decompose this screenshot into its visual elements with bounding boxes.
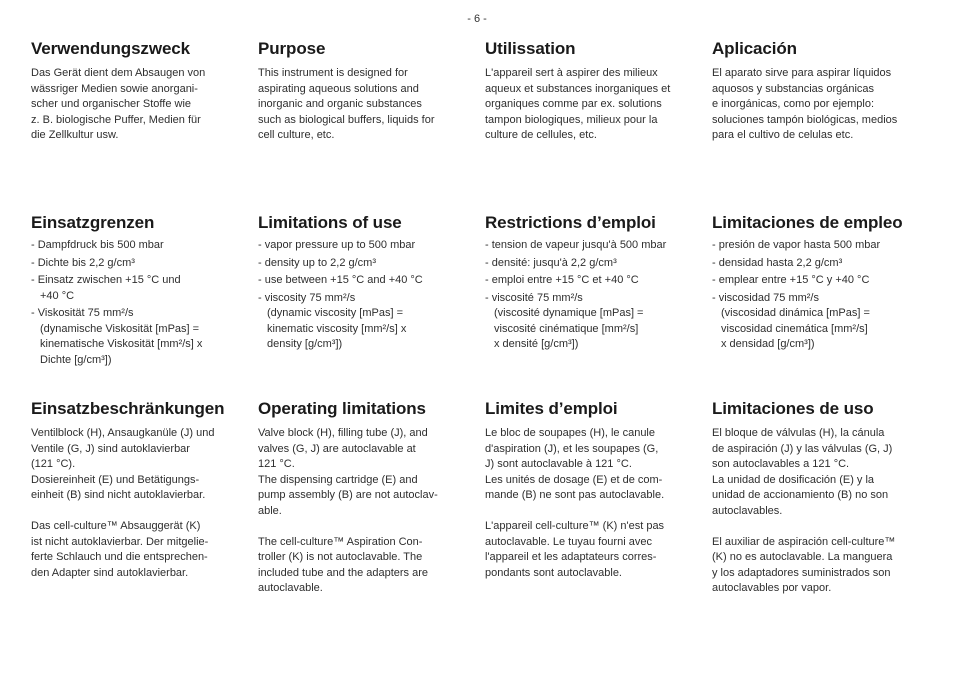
section-text: Le bloc de soupapes (H), le canule d'aspiration (J), et les soupapes (G, J) sont autoclavable à 121 °C. Les unités de dosage (E) et de com- mande (B) ne sont pas autoclavable. L'appareil cell-culture™ (K) n'est pas autoclavable. Le tuyau fourni avec l'appareil et les adaptateurs corres- pondants sont autoclavable. [485,427,665,579]
section-title: Purpose [258,39,326,58]
limits-list [485,238,699,353]
section-title: Verwendungszweck [31,39,191,58]
list-item: - viscosité 75 mm²/s (viscosité dynamique [mPas] = viscosité cinématique [mm²/s] x densité [g/cm³]) [485,291,699,353]
operating-section-en [258,398,472,597]
list-item: - tension de vapeur jusqu'à 500 mbar [485,238,699,254]
list-item: - emploi entre +15 °C et +40 °C [485,273,699,289]
section-text: This instrument is designed for aspirating aqueous solutions and inorganic and organic substances such as biological buffers, liquids for cell culture, etc. [258,67,435,141]
list-item: - densité: jusqu'à 2,2 g/cm³ [485,256,699,272]
section-text: Ventilblock (H), Ansaugkanüle (J) und Ventile (G, J) sind autoklavierbar (121 °C). Dosiereinheit (E) und Betätigungs- einheit (B) sind nicht autoklavierbar. Das cell-culture™ Absauggerät (K) ist nicht autoklavierbar. Der mitgelie- ferte Schlauch und die entsprechen- den Adapter sind autoklavierbar. [31,427,215,579]
purpose-section-de [31,38,245,144]
operating-section-de [31,398,245,581]
limits-section-es [712,186,926,355]
section-title: Restrictions d’emploi [485,213,656,232]
purpose-section-en [258,38,472,144]
section-title: Limitaciones de uso [712,399,874,418]
page-number: - 6 - [467,13,487,25]
section-text: El bloque de válvulas (H), la cánula de aspiración (J) y las válvulas (G, J) son autoclavables a 121 °C. La unidad de dosificación (E) y la unidad de accionamiento (B) no son autoclavables. El auxiliar de aspiración cell-culture™ (K) no es autoclavable. La manguera y los adaptadores suministrados son autoclavables por vapor. [712,427,896,594]
list-item: - use between +15 °C and +40 °C [258,273,472,289]
section-text: L'appareil sert à aspirer des milieux aqueux et substances inorganiques et organiques comme par ex. solutions tampon biologiques, milieux pour la culture de cellules, etc. [485,67,671,141]
section-title: Aplicación [712,39,797,58]
list-item: - Viskosität 75 mm²/s (dynamische Viskosität [mPas] = kinematische Viskosität [mm²/s] x Dichte [g/cm³]) [31,306,245,368]
section-title: Operating limitations [258,399,426,418]
section-title: Utilissation [485,39,576,58]
list-item: - Dampfdruck bis 500 mbar [31,238,245,254]
section-text: Das Gerät dient dem Absaugen von wässriger Medien sowie anorgani- scher und organischer Stoffe wie z. B. biologische Puffer, Medien für die Zellkultur usw. [31,67,206,141]
section-text: Valve block (H), filling tube (J), and valves (G, J) are autoclavable at 121 °C. The dispensing cartridge (E) and pump assembly (B) are not autoclav- able. The cell-culture™ Aspiration Con- troller (K) is not autoclavable. The included tube and the adapters are autoclavable. [258,427,438,594]
limits-list [258,238,472,353]
list-item: - viscosity 75 mm²/s (dynamic viscosity [mPas] = kinematic viscosity [mm²/s] x density [g/cm³]) [258,291,472,353]
purpose-section-es [712,38,926,144]
list-item: - densidad hasta 2,2 g/cm³ [712,256,926,272]
section-title: Limitaciones de empleo [712,213,903,232]
limits-section-fr [485,186,699,355]
list-item: - presión de vapor hasta 500 mbar [712,238,926,254]
list-item: - Dichte bis 2,2 g/cm³ [31,256,245,272]
limits-section-en [258,186,472,355]
list-item: - Einsatz zwischen +15 °C und +40 °C [31,273,245,304]
section-title: Limitations of use [258,213,402,232]
limits-list [31,238,245,368]
section-title: Einsatzbeschränkungen [31,399,225,418]
section-text: El aparato sirve para aspirar líquidos aquosos y substancias orgánicas e inorgánicas, como por ejemplo: soluciones tampón biológicas, medios para el cultivo de celulas etc. [712,67,898,141]
limits-section-de [31,186,245,370]
limits-list [712,238,926,353]
list-item: - emplear entre +15 °C y +40 °C [712,273,926,289]
operating-section-fr [485,398,699,581]
list-item: - viscosidad 75 mm²/s (viscosidad dinámica [mPas] = viscosidad cinemática [mm²/s] x densidad [g/cm³]) [712,291,926,353]
list-item: - density up to 2,2 g/cm³ [258,256,472,272]
list-item: - vapor pressure up to 500 mbar [258,238,472,254]
section-title: Einsatzgrenzen [31,213,155,232]
operating-section-es [712,398,926,597]
purpose-section-fr [485,38,699,144]
section-title: Limites d’emploi [485,399,618,418]
